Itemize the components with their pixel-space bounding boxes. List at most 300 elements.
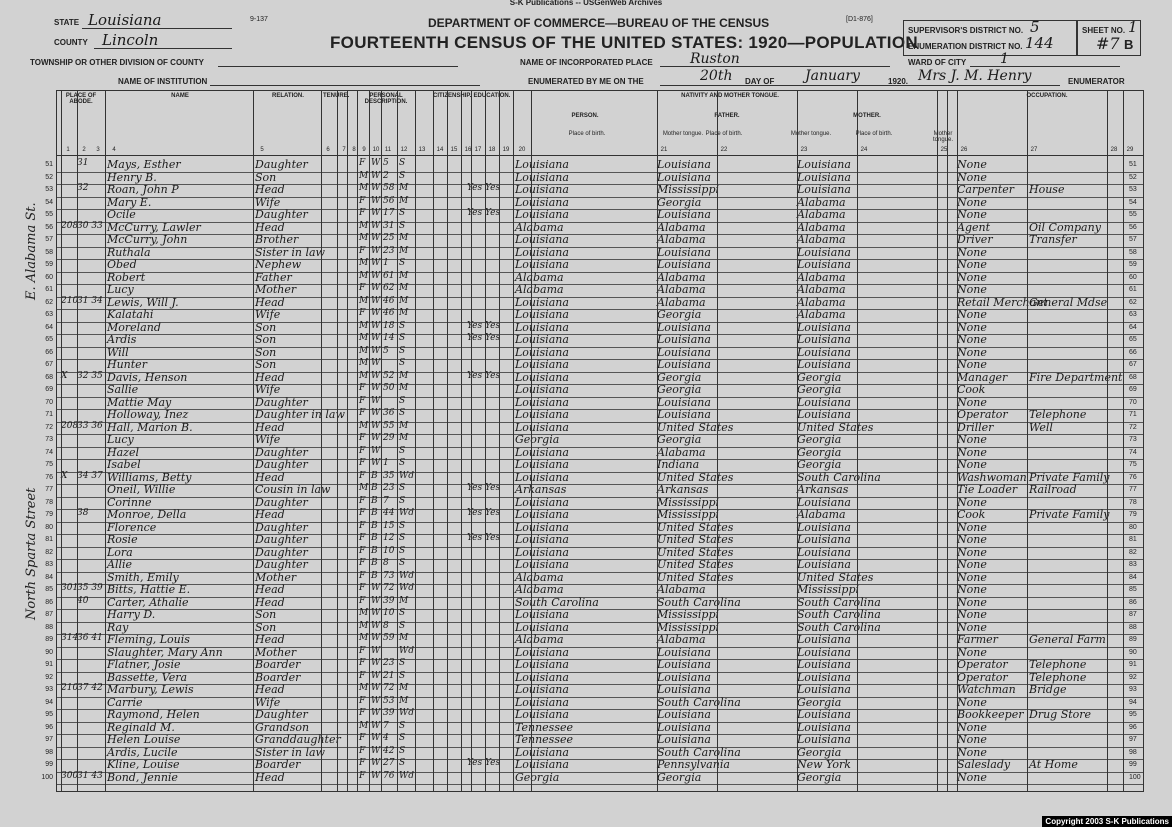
cell-sex: F <box>359 533 366 543</box>
cell-name: Rosie <box>107 533 138 546</box>
cell-ms: S <box>399 533 406 543</box>
cell-race: W <box>371 633 381 643</box>
cell-race: W <box>371 445 381 456</box>
cell-fbirth: Mississippi <box>657 508 719 521</box>
cell-race: W <box>371 770 381 781</box>
line-number-right: 94 <box>1129 698 1137 706</box>
cell-age: 53 <box>383 695 395 706</box>
cell-sex: M <box>359 608 369 618</box>
header-divider <box>57 155 1143 156</box>
cell-fbirth: Louisiana <box>657 358 711 371</box>
cell-sex: M <box>359 270 369 281</box>
cell-birth: Louisiana <box>515 195 569 209</box>
ward-value: 1 <box>1000 51 1009 67</box>
cell-birth: Louisiana <box>515 695 569 709</box>
cell-dw: 210 <box>61 295 79 306</box>
cell-ms: S <box>399 158 406 168</box>
column-group-header: NAME <box>171 93 189 99</box>
cell-race: W <box>371 745 381 756</box>
cell-ms: S <box>399 320 406 331</box>
column-number: 12 <box>400 147 408 153</box>
column-number: 27 <box>1030 147 1038 153</box>
cell-race: W <box>371 408 381 418</box>
cell-age: 73 <box>383 570 395 581</box>
cell-name: Raymond, Helen <box>107 708 200 721</box>
line-number: 52 <box>45 173 53 181</box>
cell-mbirth: Louisiana <box>797 658 851 671</box>
cell-name: Isabel <box>107 458 141 471</box>
column-divider <box>499 91 500 791</box>
cell-sex: M <box>359 720 369 731</box>
nativity-column-header: Mother tongue. <box>790 131 832 137</box>
line-number: 51 <box>45 161 53 168</box>
line-number-right: 68 <box>1129 373 1137 381</box>
cell-rel: Head <box>255 420 285 434</box>
state-value: Louisiana <box>88 11 162 29</box>
line-number-right: 86 <box>1129 598 1137 606</box>
cell-ind: General Mdse <box>1029 295 1108 309</box>
cell-occ: None <box>957 208 987 221</box>
cell-ms: S <box>399 620 406 631</box>
cell-race: W <box>371 670 381 681</box>
county-label: COUNTY <box>54 38 88 47</box>
line-number: 59 <box>45 261 53 268</box>
cell-ms: S <box>399 608 406 618</box>
cell-dw: 300 <box>61 770 79 781</box>
line-number: 66 <box>45 348 53 356</box>
column-divider <box>253 91 254 791</box>
cell-race: W <box>371 608 381 618</box>
line-number-right: 57 <box>1129 236 1137 243</box>
cell-race: W <box>371 220 381 231</box>
cell-fbirth: Georgia <box>657 308 702 321</box>
cell-mbirth: Arkansas <box>797 483 849 496</box>
cell-rel: Head <box>255 470 285 484</box>
cell-fbirth: Louisiana <box>657 170 711 184</box>
cell-fbirth: Louisiana <box>657 258 711 271</box>
cell-occ: Retail Merchant <box>957 295 1048 309</box>
column-number: 14 <box>436 147 444 153</box>
cell-sex: F <box>359 745 366 756</box>
cell-rel: Son <box>255 620 277 634</box>
cell-fam: 40 <box>77 595 89 606</box>
cell-occ: None <box>957 195 987 209</box>
cell-fbirth: United States <box>657 558 734 571</box>
cell-occ: None <box>957 283 987 296</box>
cell-fam: 32 <box>77 183 89 193</box>
line-number: 71 <box>45 411 53 418</box>
cell-fam: 30 33 <box>77 220 103 231</box>
column-divider <box>531 91 532 791</box>
cell-race: W <box>371 358 381 368</box>
line-number-right: 82 <box>1129 548 1137 556</box>
cell-name: Monroe, Della <box>107 508 187 521</box>
cell-ms: Wd <box>399 583 415 593</box>
cell-age: 36 <box>383 408 395 418</box>
cell-ms: S <box>399 258 406 268</box>
cell-age: 1 <box>383 458 389 468</box>
cell-age: 10 <box>383 545 395 556</box>
cell-occ: None <box>957 570 987 584</box>
cell-mbirth: Louisiana <box>797 683 851 696</box>
cell-birth: Alabama <box>515 220 564 234</box>
nativity-column-header: Mother tongue. <box>662 131 704 137</box>
cell-age: 23 <box>383 483 395 493</box>
line-number: 78 <box>45 498 53 506</box>
cell-fbirth: Alabama <box>657 445 706 459</box>
cell-mbirth: Georgia <box>797 695 842 709</box>
column-divider <box>485 91 486 791</box>
cell-rel: Sister in law <box>255 245 325 259</box>
form-number: [D1-876] <box>846 16 873 23</box>
cell-sex: M <box>359 345 369 356</box>
cell-sex: F <box>359 433 366 443</box>
cell-ms: S <box>399 658 406 668</box>
line-number-right: 87 <box>1129 611 1137 618</box>
cell-ind: Private Family <box>1029 470 1110 484</box>
column-divider <box>415 91 416 791</box>
line-number-right: 65 <box>1129 336 1137 343</box>
cell-mbirth: Louisiana <box>797 520 851 534</box>
cell-occ: None <box>957 745 987 759</box>
cell-birth: Louisiana <box>515 745 569 759</box>
cell-birth: Louisiana <box>515 658 569 671</box>
cell-race: B <box>371 545 378 556</box>
cell-rel: Son <box>255 608 277 621</box>
cell-birth: Louisiana <box>515 508 569 521</box>
cell-sex: F <box>359 458 366 468</box>
line-number: 64 <box>45 323 53 331</box>
cell-fbirth: Louisiana <box>657 408 711 421</box>
cell-age: 39 <box>383 595 395 606</box>
line-number: 81 <box>45 536 53 543</box>
enumerated-month: January <box>805 68 860 84</box>
line-number: 88 <box>45 623 53 631</box>
cell-ms: M <box>399 433 409 443</box>
cell-birth: Louisiana <box>515 345 569 359</box>
enumerator-name: Mrs J. M. Henry <box>918 68 1032 84</box>
cell-age: 7 <box>383 495 389 506</box>
cell-name: Ocile <box>107 208 136 221</box>
cell-sex: F <box>359 208 366 218</box>
line-number-right: 74 <box>1129 448 1137 456</box>
nativity-subheader: FATHER. <box>714 113 740 119</box>
cell-sex: F <box>359 245 366 256</box>
line-number: 72 <box>45 423 53 431</box>
cell-ms: S <box>399 733 406 743</box>
cell-name: Mattie May <box>107 395 172 409</box>
cell-mbirth: Alabama <box>797 308 846 321</box>
cell-name: Ray <box>107 620 129 634</box>
cell-ind: Telephone <box>1029 670 1087 684</box>
line-number: 61 <box>45 286 53 293</box>
cell-sex: F <box>359 645 366 656</box>
cell-mbirth: Georgia <box>797 433 842 446</box>
cell-occ: Cook <box>957 508 986 521</box>
cell-ed: Yes Yes <box>467 483 501 493</box>
cell-birth: Louisiana <box>515 208 569 221</box>
cell-fbirth: Alabama <box>657 583 706 596</box>
cell-sex: F <box>359 758 366 768</box>
cell-age: 72 <box>383 683 395 693</box>
cell-ed: Yes Yes <box>467 320 501 331</box>
enum-district-value: 144 <box>1025 34 1054 52</box>
column-group-header: PLACE OF ABODE. <box>65 93 97 105</box>
line-number: 57 <box>45 236 53 243</box>
column-divider <box>337 91 338 791</box>
cell-sex: F <box>359 558 366 568</box>
line-number-right: 59 <box>1129 261 1137 268</box>
cell-ed: Yes Yes <box>467 533 501 543</box>
cell-occ: Bookkeeper <box>957 708 1024 721</box>
cell-ind: Private Family <box>1029 508 1110 521</box>
line-number-right: 73 <box>1129 436 1137 443</box>
cell-birth: Alabama <box>515 570 564 584</box>
line-number: 92 <box>45 673 53 681</box>
cell-race: W <box>371 158 381 168</box>
census-table <box>41 90 1144 792</box>
column-number: 11 <box>384 147 392 153</box>
cell-sex: M <box>359 333 369 343</box>
nativity-column-header: Mother tongue. <box>932 131 954 143</box>
line-number: 55 <box>45 211 53 218</box>
cell-occ: Driver <box>957 233 993 246</box>
cell-fbirth: United States <box>657 420 734 434</box>
nativity-column-header: Place of birth. <box>568 131 606 137</box>
column-divider <box>381 91 382 791</box>
cell-age: 72 <box>383 583 395 593</box>
cell-fbirth: United States <box>657 570 734 584</box>
cell-occ: None <box>957 245 987 259</box>
column-divider <box>717 91 718 791</box>
cell-race: B <box>371 533 378 543</box>
cell-birth: Louisiana <box>515 183 569 196</box>
line-number-right: 83 <box>1129 561 1137 568</box>
cell-fbirth: Louisiana <box>657 395 711 409</box>
cell-fbirth: Louisiana <box>657 333 711 346</box>
cell-ms: S <box>399 558 406 568</box>
cell-birth: Louisiana <box>515 295 569 309</box>
cell-name: Lora <box>107 545 133 559</box>
line-number-right: 92 <box>1129 673 1137 681</box>
cell-race: B <box>371 508 378 518</box>
line-number: 54 <box>45 198 53 206</box>
cell-name: McCurry, John <box>107 233 188 246</box>
cell-sex: F <box>359 445 366 456</box>
cell-birth: Louisiana <box>515 395 569 409</box>
cell-birth: Alabama <box>515 633 564 646</box>
cell-rel: Cousin in law <box>255 483 331 496</box>
line-number: 85 <box>45 586 53 593</box>
cell-occ: None <box>957 445 987 459</box>
line-number: 89 <box>45 636 53 643</box>
cell-occ: Agent <box>957 220 990 234</box>
cell-birth: Louisiana <box>515 645 569 659</box>
cell-age: 62 <box>383 283 395 293</box>
cell-mbirth: Mississippi <box>797 583 859 596</box>
cell-age: 15 <box>383 520 395 531</box>
line-number: 80 <box>45 523 53 531</box>
column-divider <box>105 91 106 791</box>
line-number-right: 64 <box>1129 323 1137 331</box>
cell-rel: Boarder <box>255 658 301 671</box>
cell-race: W <box>371 595 381 606</box>
cell-sex: M <box>359 483 369 493</box>
cell-fam: 31 <box>77 158 89 168</box>
cell-occ: None <box>957 258 987 271</box>
cell-rel: Nephew <box>255 258 302 271</box>
column-divider <box>447 91 448 791</box>
cell-name: Hall, Marion B. <box>107 420 193 434</box>
cell-ms: S <box>399 408 406 418</box>
line-number: 60 <box>45 273 53 281</box>
cell-name: Carrie <box>107 695 143 709</box>
cell-ms: Wd <box>399 708 415 718</box>
cell-name: Bond, Jennie <box>107 770 178 784</box>
line-number-right: 61 <box>1129 286 1137 293</box>
column-number: 5 <box>260 147 264 153</box>
column-divider <box>369 91 370 791</box>
cell-rel: Wife <box>255 383 281 396</box>
cell-sex: M <box>359 620 369 631</box>
cell-rel: Head <box>255 595 285 609</box>
line-number-right: 62 <box>1129 298 1137 306</box>
cell-mbirth: Louisiana <box>797 495 851 509</box>
cell-rel: Mother <box>255 645 297 659</box>
enumerated-day: 20th <box>700 68 733 84</box>
cell-birth: Louisiana <box>515 758 569 771</box>
state-label: STATE <box>54 18 80 27</box>
cell-mbirth: Louisiana <box>797 258 851 271</box>
line-number: 62 <box>45 298 53 306</box>
cell-fbirth: Mississippi <box>657 183 719 196</box>
cell-name: Smith, Emily <box>107 570 179 584</box>
nativity-column-header: Place of birth. <box>855 131 893 137</box>
cell-ind: Oil Company <box>1029 220 1101 234</box>
cell-sex: F <box>359 470 366 481</box>
cell-age: 23 <box>383 658 395 668</box>
cell-race: W <box>371 208 381 218</box>
line-number-right: 100 <box>1129 773 1141 781</box>
cell-fbirth: Louisiana <box>657 658 711 671</box>
column-group-header: CITIZENSHIP. <box>433 93 472 99</box>
line-number-right: 95 <box>1129 711 1137 718</box>
cell-mbirth: United States <box>797 570 874 584</box>
cell-age: 5 <box>383 345 389 356</box>
cell-ms: M <box>399 683 409 693</box>
column-number: 13 <box>418 147 426 153</box>
cell-occ: None <box>957 495 987 509</box>
column-divider <box>61 91 62 791</box>
cell-fbirth: United States <box>657 470 734 484</box>
cell-name: Henry B. <box>107 170 157 184</box>
cell-rel: Son <box>255 345 277 359</box>
cell-age: 12 <box>383 533 395 543</box>
cell-race: W <box>371 320 381 331</box>
cell-occ: Operator <box>957 658 1008 671</box>
cell-ms: S <box>399 220 406 231</box>
cell-rel: Head <box>255 220 285 234</box>
column-divider <box>471 91 472 791</box>
line-number-right: 60 <box>1129 273 1137 281</box>
column-number: 23 <box>800 147 808 153</box>
cell-sex: M <box>359 320 369 331</box>
cell-occ: None <box>957 583 987 596</box>
cell-birth: Louisiana <box>515 445 569 459</box>
cell-ms: Wd <box>399 770 415 781</box>
cell-sex: F <box>359 770 366 781</box>
cell-race: B <box>371 470 378 481</box>
cell-fbirth: Louisiana <box>657 645 711 659</box>
cell-rel: Son <box>255 320 277 334</box>
cell-rel: Head <box>255 295 285 309</box>
cell-birth: Tennessee <box>515 720 573 734</box>
cell-name: Kalatahi <box>107 308 154 321</box>
cell-mbirth: Louisiana <box>797 245 851 259</box>
cell-birth: Louisiana <box>515 558 569 571</box>
cell-fam: 31 43 <box>77 770 103 781</box>
line-number: 82 <box>45 548 53 556</box>
cell-dw: 314 <box>61 633 79 643</box>
cell-mbirth: Louisiana <box>797 408 851 421</box>
column-divider <box>797 91 798 791</box>
cell-sex: F <box>359 408 366 418</box>
cell-fbirth: Louisiana <box>657 320 711 334</box>
line-number: 100 <box>41 773 53 781</box>
cell-rel: Daughter <box>255 158 308 171</box>
cell-ms: M <box>399 383 409 393</box>
sheet-letter: B <box>1124 37 1134 52</box>
column-divider <box>947 91 948 791</box>
column-number: 2 <box>82 147 86 153</box>
cell-race: W <box>371 170 381 181</box>
column-number: 22 <box>720 147 728 153</box>
cell-age: 55 <box>383 420 395 431</box>
cell-rel: Grandson <box>255 720 310 734</box>
cell-race: B <box>371 520 378 531</box>
cell-fbirth: Louisiana <box>657 158 711 171</box>
cell-age: 7 <box>383 720 389 731</box>
cell-age: 4 <box>383 733 389 743</box>
day-of-label: DAY OF <box>745 77 775 86</box>
cell-ed: Yes Yes <box>467 370 501 381</box>
cell-sex: F <box>359 195 366 206</box>
cell-ms: S <box>399 758 406 768</box>
cell-age: 58 <box>383 183 395 193</box>
cell-race: W <box>371 233 381 243</box>
line-number: 63 <box>45 311 53 318</box>
cell-occ: None <box>957 333 987 346</box>
cell-age: 10 <box>383 608 395 618</box>
cell-occ: None <box>957 533 987 546</box>
cell-rel: Son <box>255 170 277 184</box>
cell-rel: Son <box>255 333 277 346</box>
cell-fbirth: Louisiana <box>657 683 711 696</box>
cell-occ: Saleslady <box>957 758 1011 771</box>
cell-birth: Louisiana <box>515 420 569 434</box>
cell-mbirth: Louisiana <box>797 183 851 196</box>
cell-fbirth: Georgia <box>657 770 702 784</box>
cell-mbirth: Louisiana <box>797 545 851 559</box>
line-number: 67 <box>45 361 53 368</box>
column-divider <box>397 91 398 791</box>
cell-birth: Louisiana <box>515 608 569 621</box>
cell-race: W <box>371 695 381 706</box>
cell-age: 46 <box>383 308 395 318</box>
cell-race: W <box>371 433 381 443</box>
cell-birth: Louisiana <box>515 620 569 634</box>
line-number-right: 89 <box>1129 636 1137 643</box>
